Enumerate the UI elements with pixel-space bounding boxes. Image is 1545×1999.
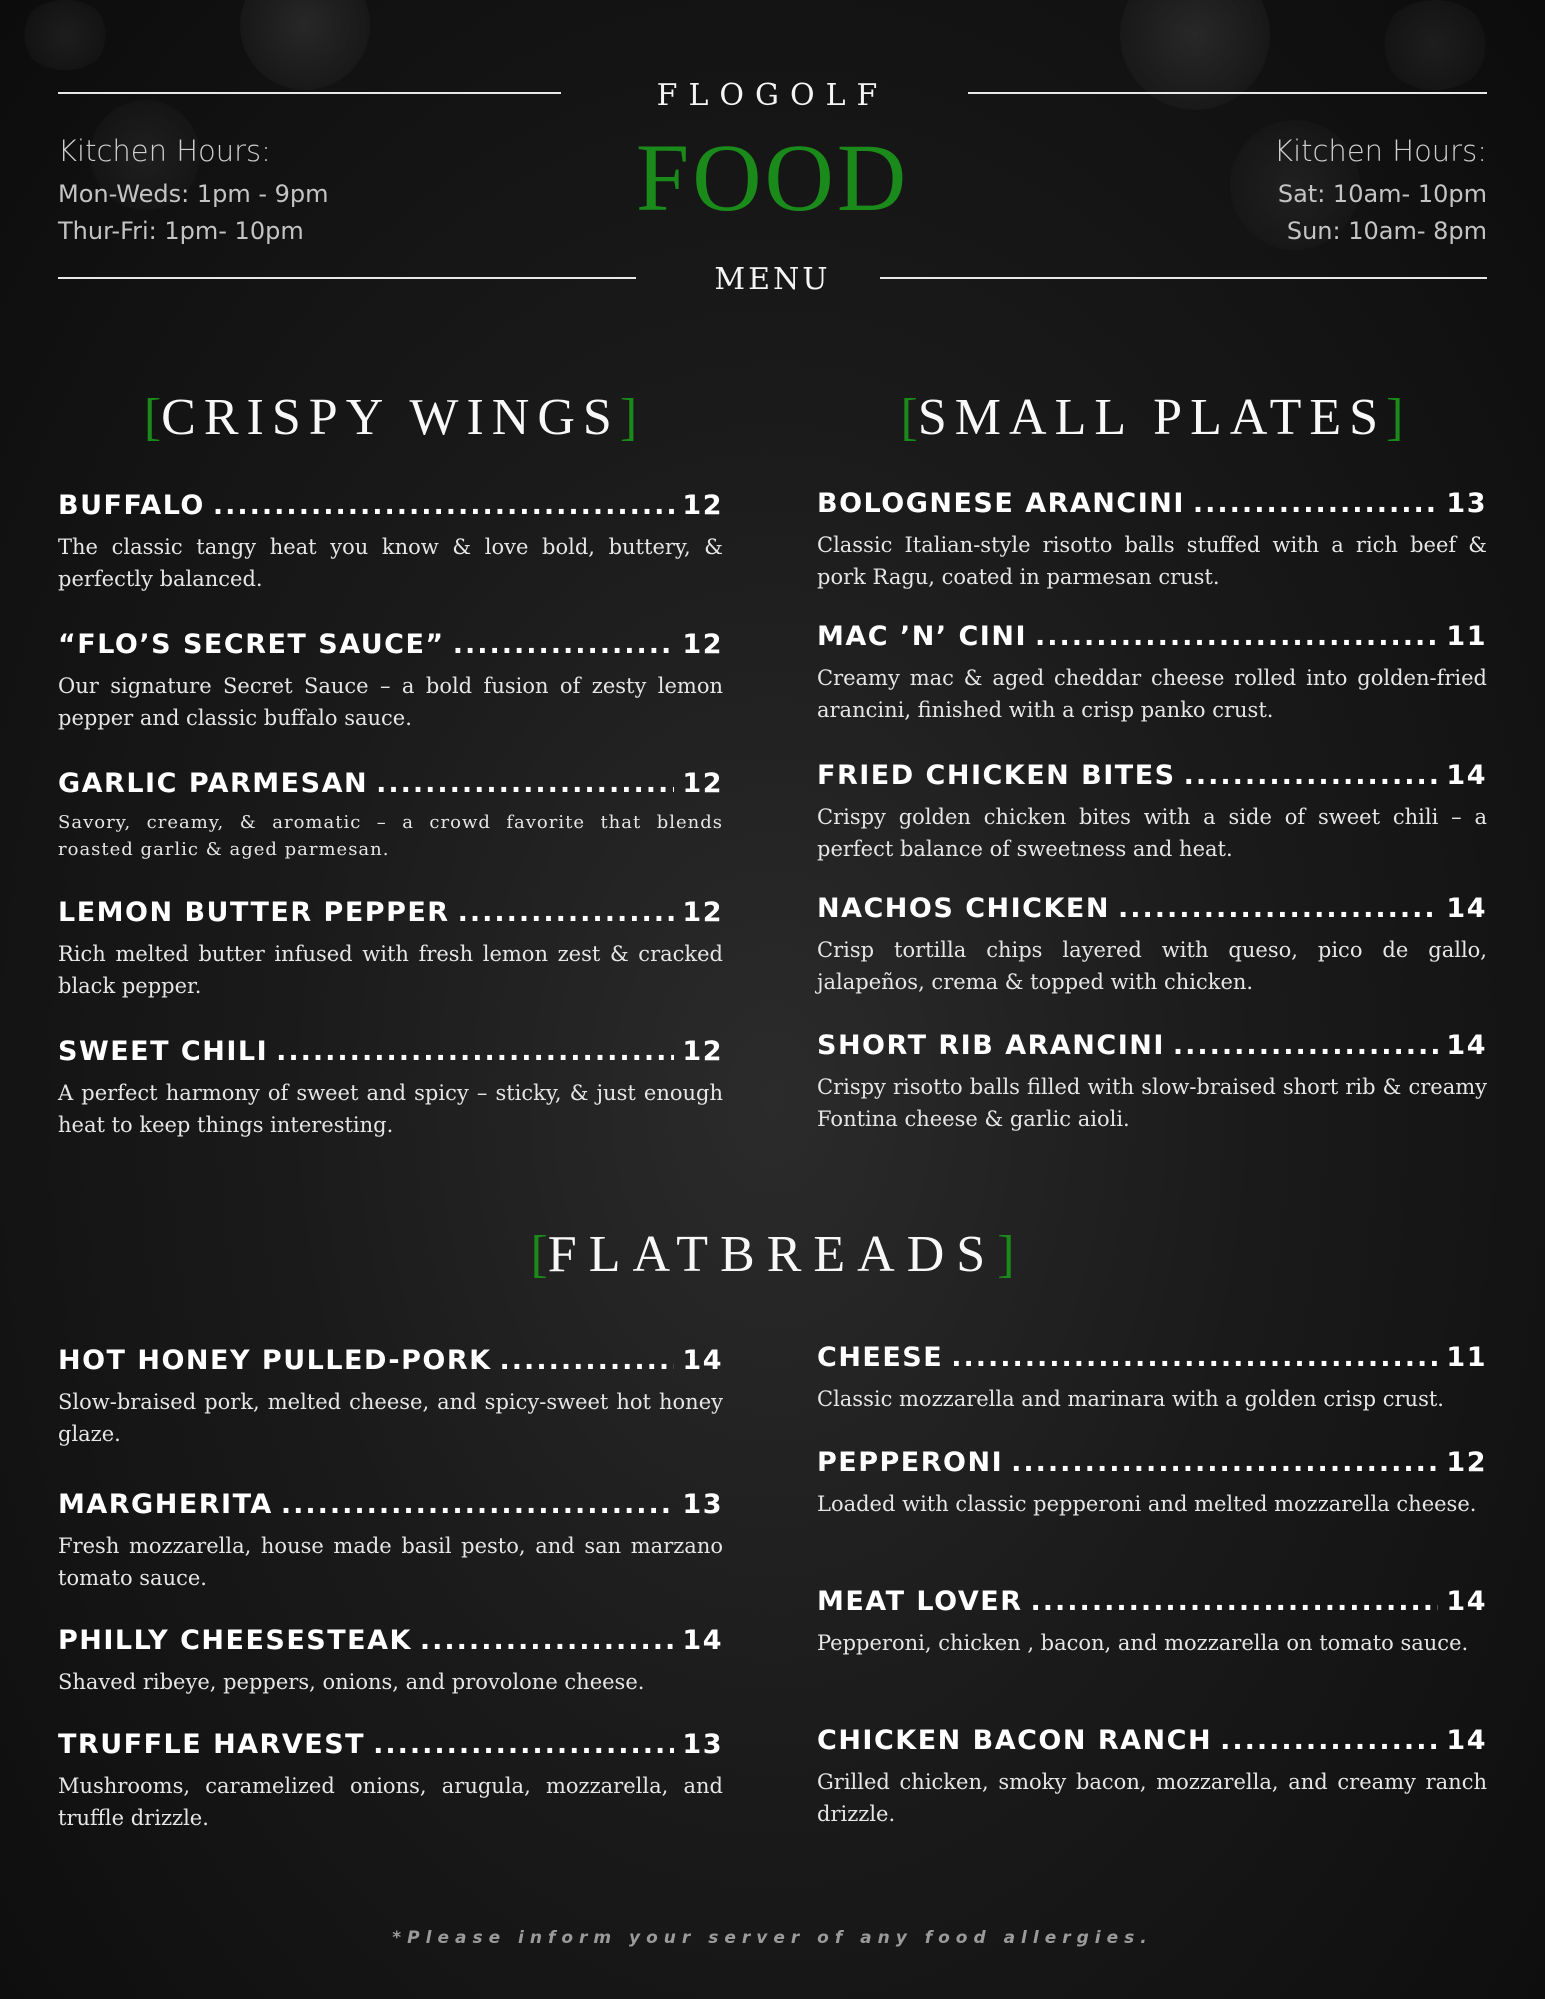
item-name: NACHOS CHICKEN bbox=[817, 893, 1110, 924]
menu-item bbox=[817, 1586, 1487, 1659]
item-price: 13 bbox=[682, 1729, 723, 1760]
menu-item bbox=[817, 621, 1487, 726]
kitchen-hours-title: Kitchen Hours: bbox=[1274, 134, 1487, 168]
menu-item bbox=[58, 897, 723, 1002]
leader-dots bbox=[1031, 1586, 1439, 1617]
leader-dots bbox=[213, 490, 675, 521]
item-name: TRUFFLE HARVEST bbox=[58, 1729, 366, 1760]
bracket-close: ] bbox=[619, 389, 638, 446]
item-price: 14 bbox=[1446, 1586, 1487, 1617]
item-description: Crisp tortilla chips layered with queso, pico de gallo, jalapeños, crema & topped with chicken. bbox=[817, 938, 1487, 994]
leader-dots bbox=[500, 1345, 675, 1376]
item-description: Classic Italian-style risotto balls stuffed with a rich beef & pork Ragu, coated in parmesan crust. bbox=[817, 533, 1487, 589]
menu-item bbox=[817, 1342, 1487, 1415]
leader-dots bbox=[1193, 488, 1439, 519]
leader-dots bbox=[1184, 760, 1439, 791]
leader-dots bbox=[1118, 893, 1438, 924]
leader-dots bbox=[376, 768, 674, 799]
item-price: 12 bbox=[682, 897, 723, 928]
leader-dots bbox=[1173, 1030, 1439, 1061]
item-price: 12 bbox=[682, 1036, 723, 1067]
item-name: HOT HONEY PULLED-PORK bbox=[58, 1345, 492, 1376]
menu-item bbox=[817, 760, 1487, 865]
bracket-open: [ bbox=[900, 389, 918, 446]
item-description: The classic tangy heat you know & love bold, buttery, & perfectly balanced. bbox=[58, 535, 723, 591]
item-name: FRIED CHICKEN BITES bbox=[817, 760, 1176, 791]
kitchen-hours-title: Kitchen Hours: bbox=[58, 134, 271, 168]
decor-garlic bbox=[20, 0, 110, 70]
item-name: BUFFALO bbox=[58, 490, 205, 521]
leader-dots bbox=[951, 1342, 1438, 1373]
item-description: Loaded with classic pepperoni and melted mozzarella cheese. bbox=[817, 1492, 1477, 1516]
item-price: 11 bbox=[1446, 621, 1487, 652]
item-name: PHILLY CHEESESTEAK bbox=[58, 1625, 412, 1656]
leader-dots bbox=[1220, 1725, 1438, 1756]
item-price: 12 bbox=[682, 629, 723, 660]
menu-item bbox=[58, 490, 723, 595]
allergy-notice: *Please inform your server of any food allergies. bbox=[392, 1928, 1153, 1948]
section-title-small-plates bbox=[817, 388, 1487, 447]
item-price: 13 bbox=[682, 1489, 723, 1520]
item-description: Crispy risotto balls filled with slow-braised short rib & creamy Fontina cheese & garlic aioli. bbox=[817, 1075, 1487, 1131]
leader-dots bbox=[453, 629, 675, 660]
item-description: Our signature Secret Sauce – a bold fusion of zesty lemon pepper and classic buffalo sauce. bbox=[58, 674, 723, 730]
item-description: Crispy golden chicken bites with a side of sweet chili – a perfect balance of sweetness and heat. bbox=[817, 805, 1487, 861]
item-description: Shaved ribeye, peppers, onions, and provolone cheese. bbox=[58, 1670, 645, 1694]
section-title-text: SMALL PLATES bbox=[917, 389, 1387, 446]
item-price: 14 bbox=[1446, 893, 1487, 924]
item-description: Fresh mozzarella, house made basil pesto, and san marzano tomato sauce. bbox=[58, 1534, 723, 1590]
item-name: MARGHERITA bbox=[58, 1489, 273, 1520]
leader-dots bbox=[458, 897, 675, 928]
menu-item bbox=[817, 893, 1487, 998]
menu-subtitle: MENU bbox=[714, 262, 831, 297]
item-price: 12 bbox=[682, 490, 723, 521]
menu-item bbox=[58, 1625, 723, 1698]
bracket-open: [ bbox=[530, 1226, 548, 1283]
decor-garlic bbox=[1380, 0, 1490, 90]
section-title-crispy-wings bbox=[58, 388, 723, 447]
leader-dots bbox=[373, 1729, 674, 1760]
menu-item bbox=[58, 1036, 723, 1141]
decor-spice-bowl bbox=[240, 0, 370, 90]
item-price: 12 bbox=[1446, 1447, 1487, 1478]
kitchen-hours-weekday bbox=[58, 134, 329, 250]
item-name: CHICKEN BACON RANCH bbox=[817, 1725, 1213, 1756]
item-price: 14 bbox=[1446, 760, 1487, 791]
menu-item bbox=[817, 488, 1487, 593]
leader-dots bbox=[1011, 1447, 1438, 1478]
item-description: Pepperoni, chicken , bacon, and mozzarella on tomato sauce. bbox=[817, 1631, 1469, 1655]
item-description: Creamy mac & aged cheddar cheese rolled into golden-fried arancini, finished with a crisp panko crust. bbox=[817, 666, 1487, 722]
item-description: Mushrooms, caramelized onions, arugula, mozzarella, and truffle drizzle. bbox=[58, 1774, 723, 1830]
menu-item bbox=[817, 1447, 1487, 1520]
leader-dots bbox=[281, 1489, 675, 1520]
item-price: 14 bbox=[682, 1625, 723, 1656]
bracket-close: ] bbox=[1386, 389, 1404, 446]
leader-dots bbox=[1035, 621, 1438, 652]
menu-item bbox=[817, 1725, 1487, 1830]
item-price: 12 bbox=[682, 768, 723, 799]
item-name: SWEET CHILI bbox=[58, 1036, 269, 1067]
menu-item bbox=[58, 1345, 723, 1450]
kitchen-hours-line: Mon-Weds: 1pm - 9pm bbox=[58, 180, 329, 208]
item-name: SHORT RIB ARANCINI bbox=[817, 1030, 1165, 1061]
item-name: CHEESE bbox=[817, 1342, 944, 1373]
section-title-text: CRISPY WINGS bbox=[161, 389, 620, 446]
menu-item bbox=[58, 1729, 723, 1834]
item-price: 14 bbox=[1446, 1030, 1487, 1061]
item-name: PEPPERONI bbox=[817, 1447, 1004, 1478]
item-description: A perfect harmony of sweet and spicy – sticky, & just enough heat to keep things interesting. bbox=[58, 1081, 723, 1137]
kitchen-hours-line: Thur-Fri: 1pm- 10pm bbox=[58, 217, 304, 245]
kitchen-hours-weekend bbox=[1274, 134, 1487, 250]
menu-title: FOOD bbox=[635, 124, 910, 231]
bracket-close: ] bbox=[997, 1226, 1015, 1283]
item-name: MEAT LOVER bbox=[817, 1586, 1023, 1617]
item-name: MAC ’N’ CINI bbox=[817, 621, 1027, 652]
menu-item bbox=[817, 1030, 1487, 1135]
menu-item bbox=[58, 1489, 723, 1594]
menu-item bbox=[58, 768, 723, 863]
kitchen-hours-line: Sat: 10am- 10pm bbox=[1277, 180, 1487, 208]
item-name: BOLOGNESE ARANCINI bbox=[817, 488, 1185, 519]
item-description: Savory, creamy, & aromatic – a crowd favorite that blends roasted garlic & aged parmesan. bbox=[58, 812, 723, 860]
item-price: 14 bbox=[682, 1345, 723, 1376]
kitchen-hours-line: Sun: 10am- 8pm bbox=[1286, 217, 1487, 245]
bracket-open: [ bbox=[143, 389, 162, 446]
item-price: 14 bbox=[1446, 1725, 1487, 1756]
brand-name: FLOGOLF bbox=[656, 78, 889, 113]
item-description: Rich melted butter infused with fresh lemon zest & cracked black pepper. bbox=[58, 942, 723, 998]
item-description: Classic mozzarella and marinara with a golden crisp crust. bbox=[817, 1387, 1444, 1411]
item-name: GARLIC PARMESAN bbox=[58, 768, 369, 799]
item-description: Grilled chicken, smoky bacon, mozzarella, and creamy ranch drizzle. bbox=[817, 1770, 1487, 1826]
menu-item bbox=[58, 629, 723, 734]
section-title-text: FLATBREADS bbox=[547, 1226, 998, 1283]
leader-dots bbox=[420, 1625, 675, 1656]
item-price: 13 bbox=[1446, 488, 1487, 519]
item-description: Slow-braised pork, melted cheese, and spicy-sweet hot honey glaze. bbox=[58, 1390, 723, 1446]
item-name: “FLO’S SECRET SAUCE” bbox=[58, 629, 445, 660]
item-name: LEMON BUTTER PEPPER bbox=[58, 897, 450, 928]
section-title-flatbreads bbox=[0, 1225, 1545, 1284]
item-price: 11 bbox=[1446, 1342, 1487, 1373]
leader-dots bbox=[276, 1036, 674, 1067]
